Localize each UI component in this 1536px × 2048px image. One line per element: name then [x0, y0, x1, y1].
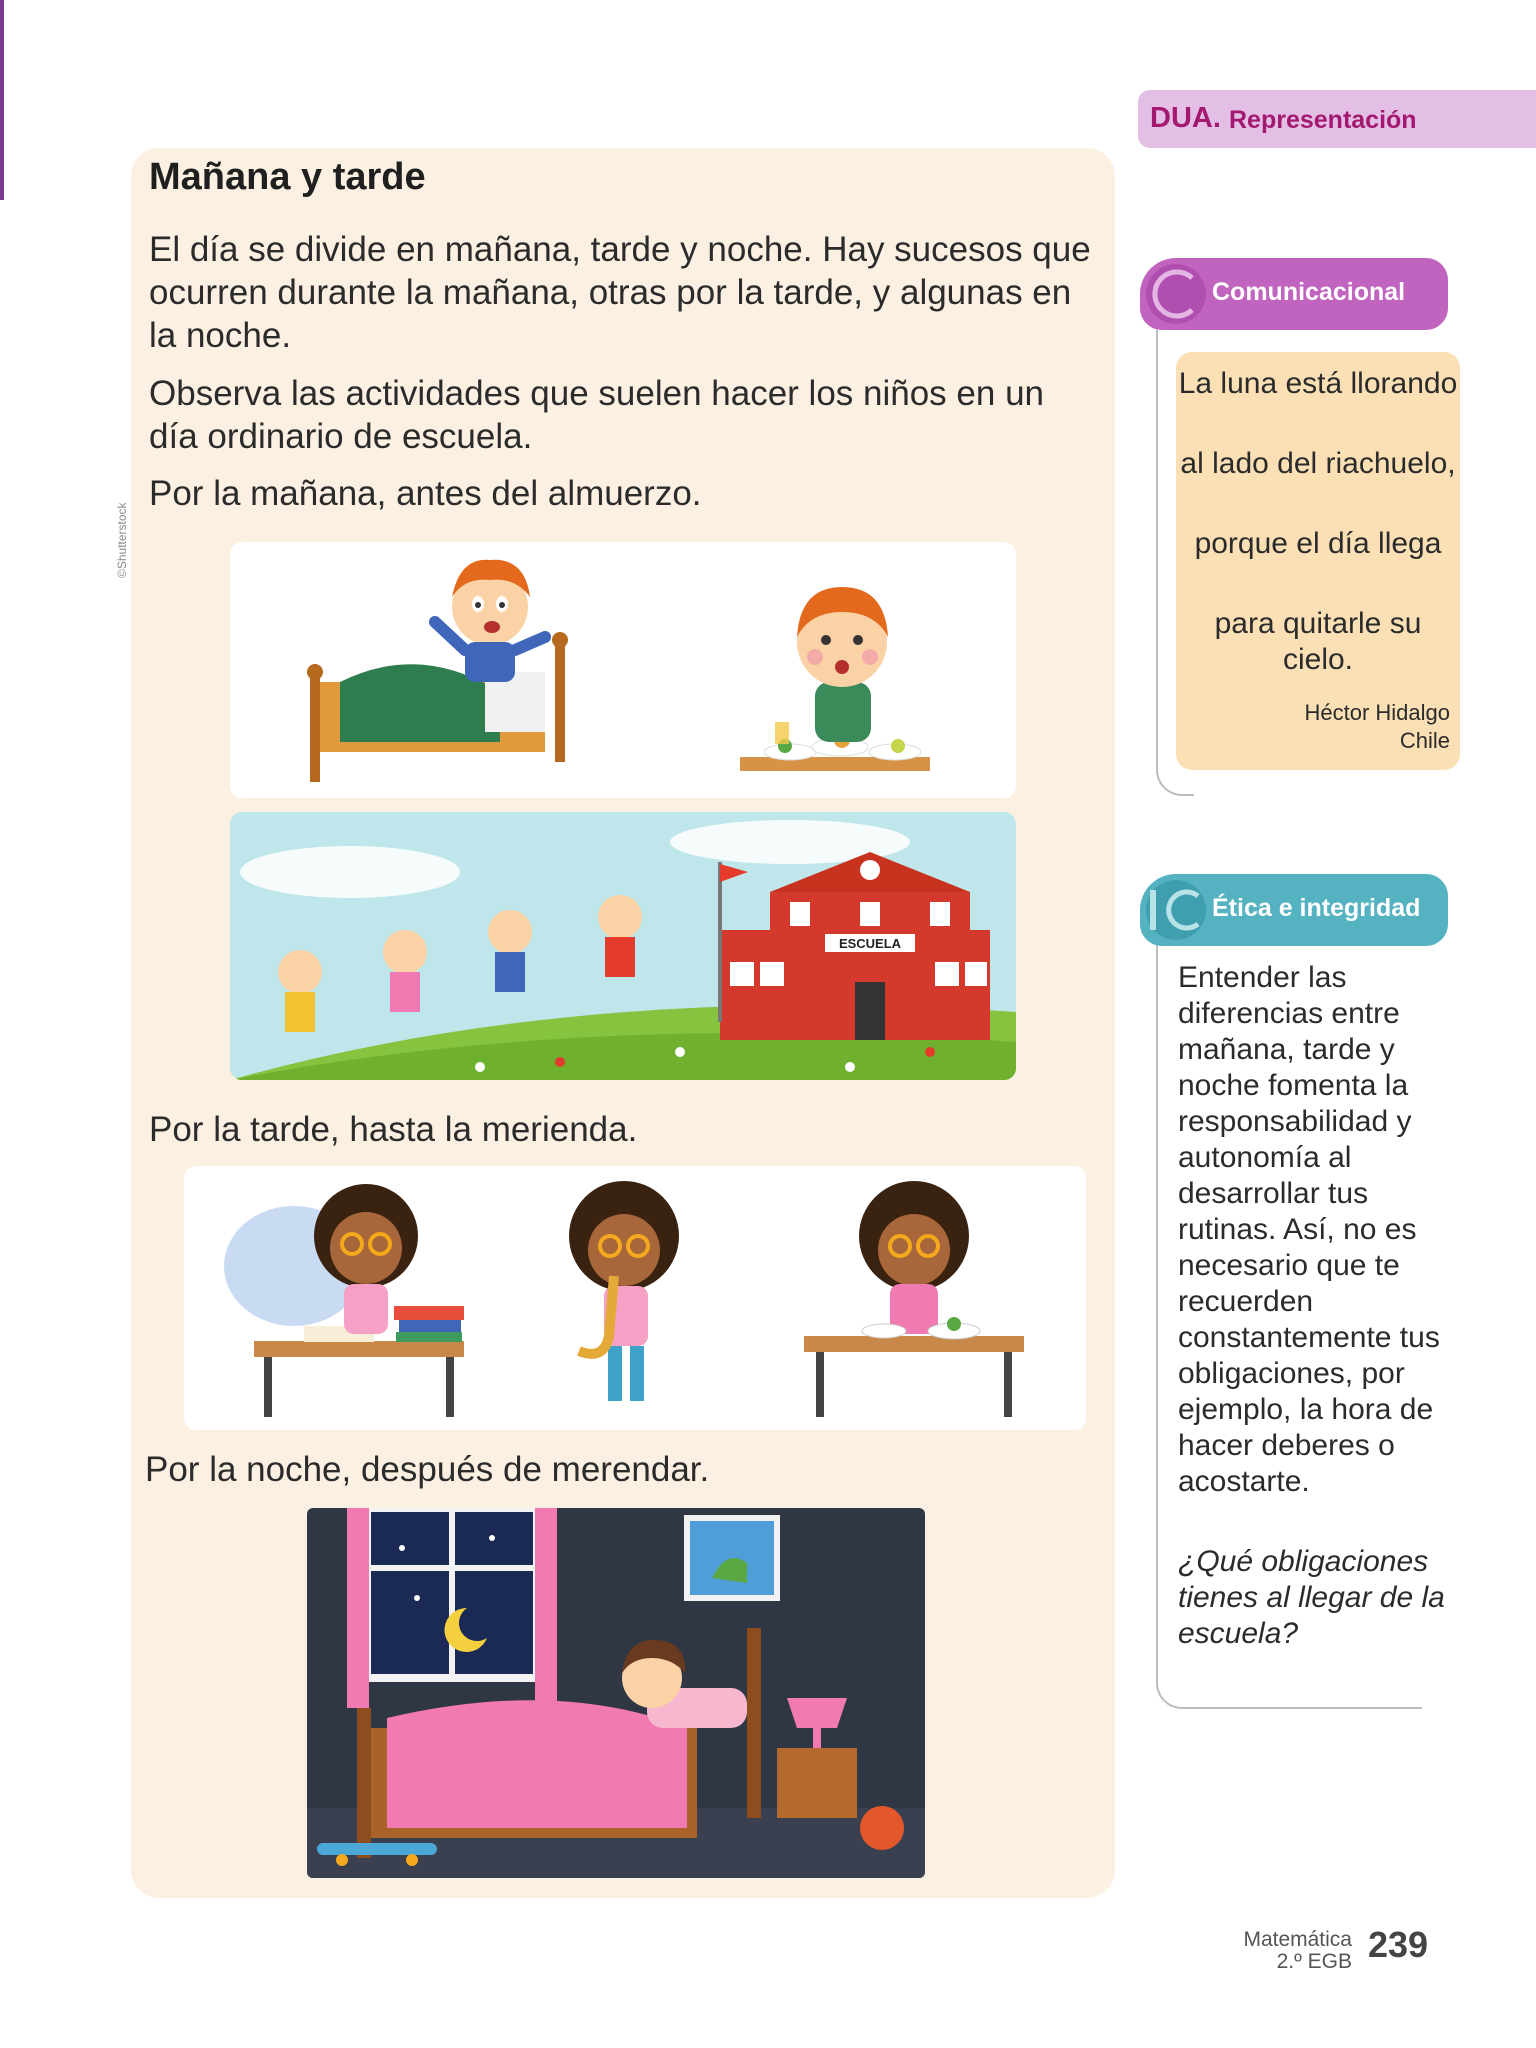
night-label: Por la noche, después de merendar. — [145, 1450, 710, 1489]
walk-to-school-illustration — [230, 812, 1016, 1080]
observe-paragraph: Observa las actividades que suelen hacer los niños en un día ordinario de escuela. — [149, 374, 1044, 456]
bedtime-illustration — [307, 1508, 925, 1878]
poem-box — [1176, 352, 1460, 770]
morning-wake-breakfast-illustration — [230, 542, 1016, 798]
comunicacional-c-icon — [1140, 258, 1210, 330]
poem-line-4: para quitarle su cielo. — [1214, 607, 1422, 676]
etica-paragraph: Entender las diferencias entre mañana, tarde y noche fomenta la responsabilidad y autonomía al desarrollar tus rutinas. Así, no es necesario que te recuerden constantemente tus obligaciones, por ejemplo, la hora de hacer deberes o acostarte. — [1178, 961, 1440, 1498]
poem-line-2: al lado del riachuelo, — [1180, 447, 1456, 480]
page-number: 239 — [1368, 1924, 1429, 1965]
dua-representacion-label: Representación — [1229, 106, 1417, 134]
poem-country: Chile — [1399, 728, 1450, 753]
image-credit: ©Shutterstock — [115, 502, 129, 578]
afternoon-label: Por la tarde, hasta la merienda. — [149, 1110, 638, 1149]
poem-line-3: porque el día llega — [1194, 527, 1442, 560]
etica-label: Ética e integridad — [1212, 894, 1421, 922]
lesson-title: Mañana y tarde — [149, 156, 426, 198]
school-sign: ESCUELA — [838, 936, 902, 951]
footer-grade: 2.º EGB — [1276, 1950, 1352, 1973]
etica-question: ¿Qué obligaciones tienes al llegar de la escuela? — [1178, 1545, 1445, 1650]
dua-header-bar — [1138, 90, 1536, 148]
lesson-card — [115, 148, 1115, 1898]
poem-line-1: La luna está llorando — [1178, 367, 1458, 400]
footer-subject: Matemática — [1243, 1928, 1352, 1951]
comunicacional-tag — [1140, 258, 1448, 330]
dua-label: DUA. — [1150, 102, 1221, 134]
etica-ic-icon — [1140, 874, 1210, 946]
afternoon-activities-illustration — [184, 1166, 1086, 1430]
intro-paragraph: El día se divide en mañana, tarde y noche. Hay sucesos que ocurren durante la mañana, otras por la tarde, y algunas en la noche. — [149, 230, 1091, 355]
comunicacional-label: Comunicacional — [1212, 278, 1406, 306]
morning-label: Por la mañana, antes del almuerzo. — [149, 474, 702, 513]
page-edge-rule — [0, 0, 4, 200]
poem-author: Héctor Hidalgo — [1304, 700, 1450, 725]
etica-tag — [1140, 874, 1448, 946]
